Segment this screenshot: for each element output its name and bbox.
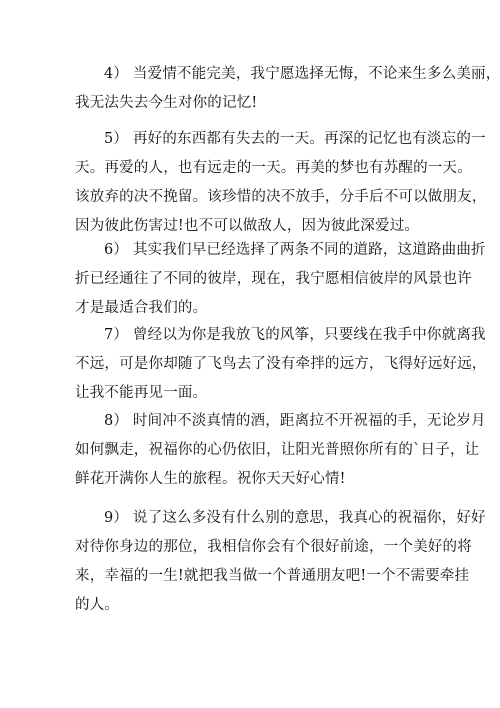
paragraph-line: 才是最适合我们的。 — [75, 300, 208, 316]
paragraph-line: 4） 当爱情不能完美，我宁愿选择无悔，不论来生多么美丽， — [104, 66, 500, 82]
paragraph-line: 5） 再好的东西都有失去的一天。再深的记忆也有淡忘的一 — [104, 131, 486, 147]
paragraph-line: 我无法失去今生对你的记忆! — [75, 95, 258, 111]
paragraph-line: 不远，可是你却随了飞鸟去了没有牵拌的远方，飞得好远好远， — [75, 356, 487, 372]
paragraph-9 — [75, 504, 486, 620]
paragraph-line: 如何飘走，祝福你的心仍依旧，让阳光普照你所有的`日子，让 — [75, 442, 480, 458]
paragraph-line: 8） 时间冲不淡真情的酒，距离拉不开祝福的手，无论岁月 — [104, 413, 486, 429]
paragraph-line: 该放弃的决不挽留。该珍惜的决不放手，分手后不可以做朋友， — [75, 189, 487, 205]
paragraph-line: 6） 其实我们早已经选择了两条不同的道路，这道路曲曲折 — [104, 242, 486, 258]
paragraph-line: 天。再爱的人，也有远走的一天。再美的梦也有苏醒的一天。 — [75, 160, 472, 176]
paragraph-8 — [75, 407, 486, 494]
paragraph-line: 7） 曾经以为你是我放飞的风筝，只要线在我手中你就离我 — [104, 327, 486, 343]
paragraph-6 — [75, 236, 486, 323]
paragraph-line: 让我不能再见一面。 — [75, 385, 208, 401]
paragraph-4 — [75, 60, 500, 118]
paragraph-line: 来，幸福的一生!就把我当做一个普通朋友吧!一个不需要牵挂 — [75, 568, 470, 584]
paragraph-line: 9） 说了这么多没有什么别的意思，我真心的祝福你，好好 — [104, 510, 486, 526]
paragraph-line: 对待你身边的那位，我相信你会有个很好前途，一个美好的将 — [75, 539, 472, 555]
paragraph-line: 鲜花开满你人生的旅程。祝你天天好心情! — [75, 471, 346, 487]
paragraph-line: 折已经通往了不同的彼岸，现在，我宁愿相信彼岸的风景也许 — [75, 271, 472, 287]
paragraph-line: 的人。 — [75, 597, 120, 613]
paragraph-5 — [75, 125, 487, 241]
paragraph-line: 因为彼此伤害过!也不可以做敌人，因为彼此深爱过。 — [75, 218, 420, 234]
paragraph-7 — [75, 321, 487, 408]
